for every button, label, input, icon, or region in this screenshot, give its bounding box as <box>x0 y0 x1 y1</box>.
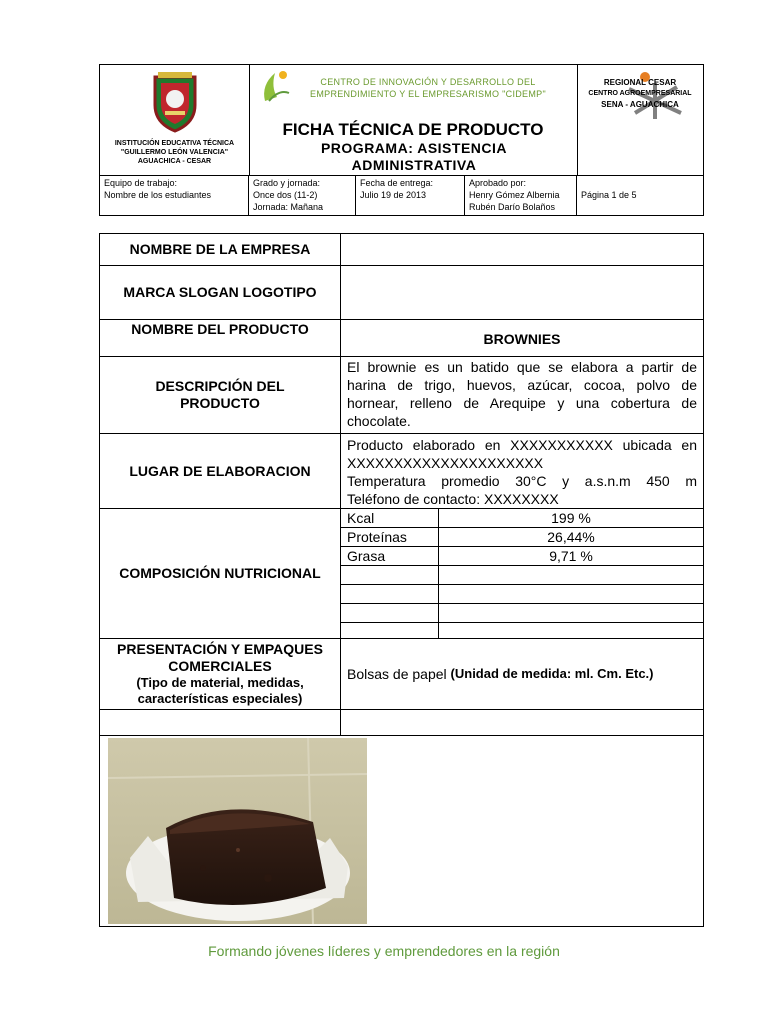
regional-cell <box>577 65 703 175</box>
empty-value <box>341 710 703 735</box>
nutrient-name <box>341 604 439 622</box>
page-number: Página 1 de 5 <box>581 190 637 200</box>
title-cell <box>249 65 578 175</box>
location-label: LUGAR DE ELABORACION <box>100 434 341 508</box>
row-product-name <box>100 320 703 357</box>
nutrient-value <box>439 623 703 639</box>
nutrient-value <box>439 585 703 603</box>
document-header <box>99 64 704 216</box>
team-info: Equipo de trabajo: Nombre de los estudiantes <box>100 176 249 216</box>
nutrient-name <box>341 566 439 584</box>
row-presentation <box>100 639 703 710</box>
company-name-label: NOMBRE DE LA EMPRESA <box>100 234 341 265</box>
nutrition-row <box>341 604 703 623</box>
regional-name: REGIONAL CESAR CENTRO AGROEMPRESARIAL SENA - AGUACHICA <box>588 78 692 109</box>
row-empty <box>100 710 703 736</box>
row-brand <box>100 266 703 320</box>
description-value: El brownie es un batido que se elabora a partir de harina de trigo, huevos, azúcar, cocoa, polvo de hornear, relleno de Arequipe y una cobertura de chocolate. <box>347 359 697 429</box>
row-nutrition <box>100 509 703 639</box>
nutrient-value <box>439 604 703 622</box>
nutrient-value: 199 % <box>551 510 591 526</box>
delivery-date-info: Fecha de entrega: Julio 19 de 2013 <box>356 176 465 216</box>
product-sheet-table <box>99 233 704 927</box>
program-name: PROGRAMA: ASISTENCIA ADMINISTRATIVA <box>320 140 508 173</box>
presentation-label: PRESENTACIÓN Y EMPAQUES COMERCIALES (Tipo de material, medidas, características especiales) <box>100 639 341 709</box>
nutrient-value: 26,44% <box>547 529 595 545</box>
institution-shield-logo <box>150 71 200 133</box>
institution-cell <box>100 65 250 175</box>
brand-value <box>341 266 703 319</box>
row-location <box>100 434 703 509</box>
brownie-photo <box>108 738 367 924</box>
grade-info: Grado y jornada: Once dos (11-2) Jornada: Mañana <box>249 176 356 216</box>
location-value: Producto elaborado en XXXXXXXXXXX ubicada en XXXXXXXXXXXXXXXXXXXXX Temperatura promedio 30°C y a.s.n.m 450 m Teléfono de contacto: XXXXXXXX <box>347 437 697 507</box>
nutrition-row <box>341 547 703 566</box>
cidemp-name: CENTRO DE INNOVACIÓN Y DESARROLLO DEL EMPRENDIMIENTO Y EL EMPRESARISMO "CIDEMP" <box>310 77 546 99</box>
nutrient-name <box>341 623 439 639</box>
nutrient-name: Proteínas <box>341 528 439 546</box>
row-company-name <box>100 234 703 266</box>
document-title: FICHA TÉCNICA DE PRODUCTO <box>282 120 544 139</box>
empty-label <box>100 710 341 735</box>
nutrition-label: COMPOSICIÓN NUTRICIONAL <box>100 509 341 638</box>
nutrient-value: 9,71 % <box>549 548 593 564</box>
nutrition-row <box>341 566 703 585</box>
nutrition-row <box>341 585 703 604</box>
company-name-value <box>341 234 703 265</box>
presentation-value: Bolsas de papel (Unidad de medida: ml. Cm. Etc.) <box>347 666 654 682</box>
nutrient-name: Grasa <box>341 547 439 565</box>
header-info-row <box>100 175 703 216</box>
nutrition-row <box>341 623 703 639</box>
product-name-value: BROWNIES <box>483 331 561 347</box>
nutrient-name <box>341 585 439 603</box>
nutrition-row <box>341 528 703 547</box>
nutrition-table <box>341 509 703 639</box>
institution-name: INSTITUCIÓN EDUCATIVA TÉCNICA "GUILLERMO LEÓN VALENCIA" AGUACHICA - CESAR <box>114 140 235 165</box>
approved-by-info: Aprobado por: Henry Gómez Albernia Rubén Darío Bolaños <box>465 176 577 216</box>
product-name-label: NOMBRE DEL PRODUCTO <box>100 320 341 356</box>
nutrition-row <box>341 509 703 528</box>
nutrient-value <box>439 566 703 584</box>
description-label: DESCRIPCIÓN DEL PRODUCTO <box>100 357 341 433</box>
nutrient-name: Kcal <box>341 509 439 527</box>
brand-label: MARCA SLOGAN LOGOTIPO <box>100 266 341 319</box>
row-description <box>100 357 703 434</box>
footer-slogan: Formando jóvenes líderes y emprendedores en la región <box>208 943 560 959</box>
